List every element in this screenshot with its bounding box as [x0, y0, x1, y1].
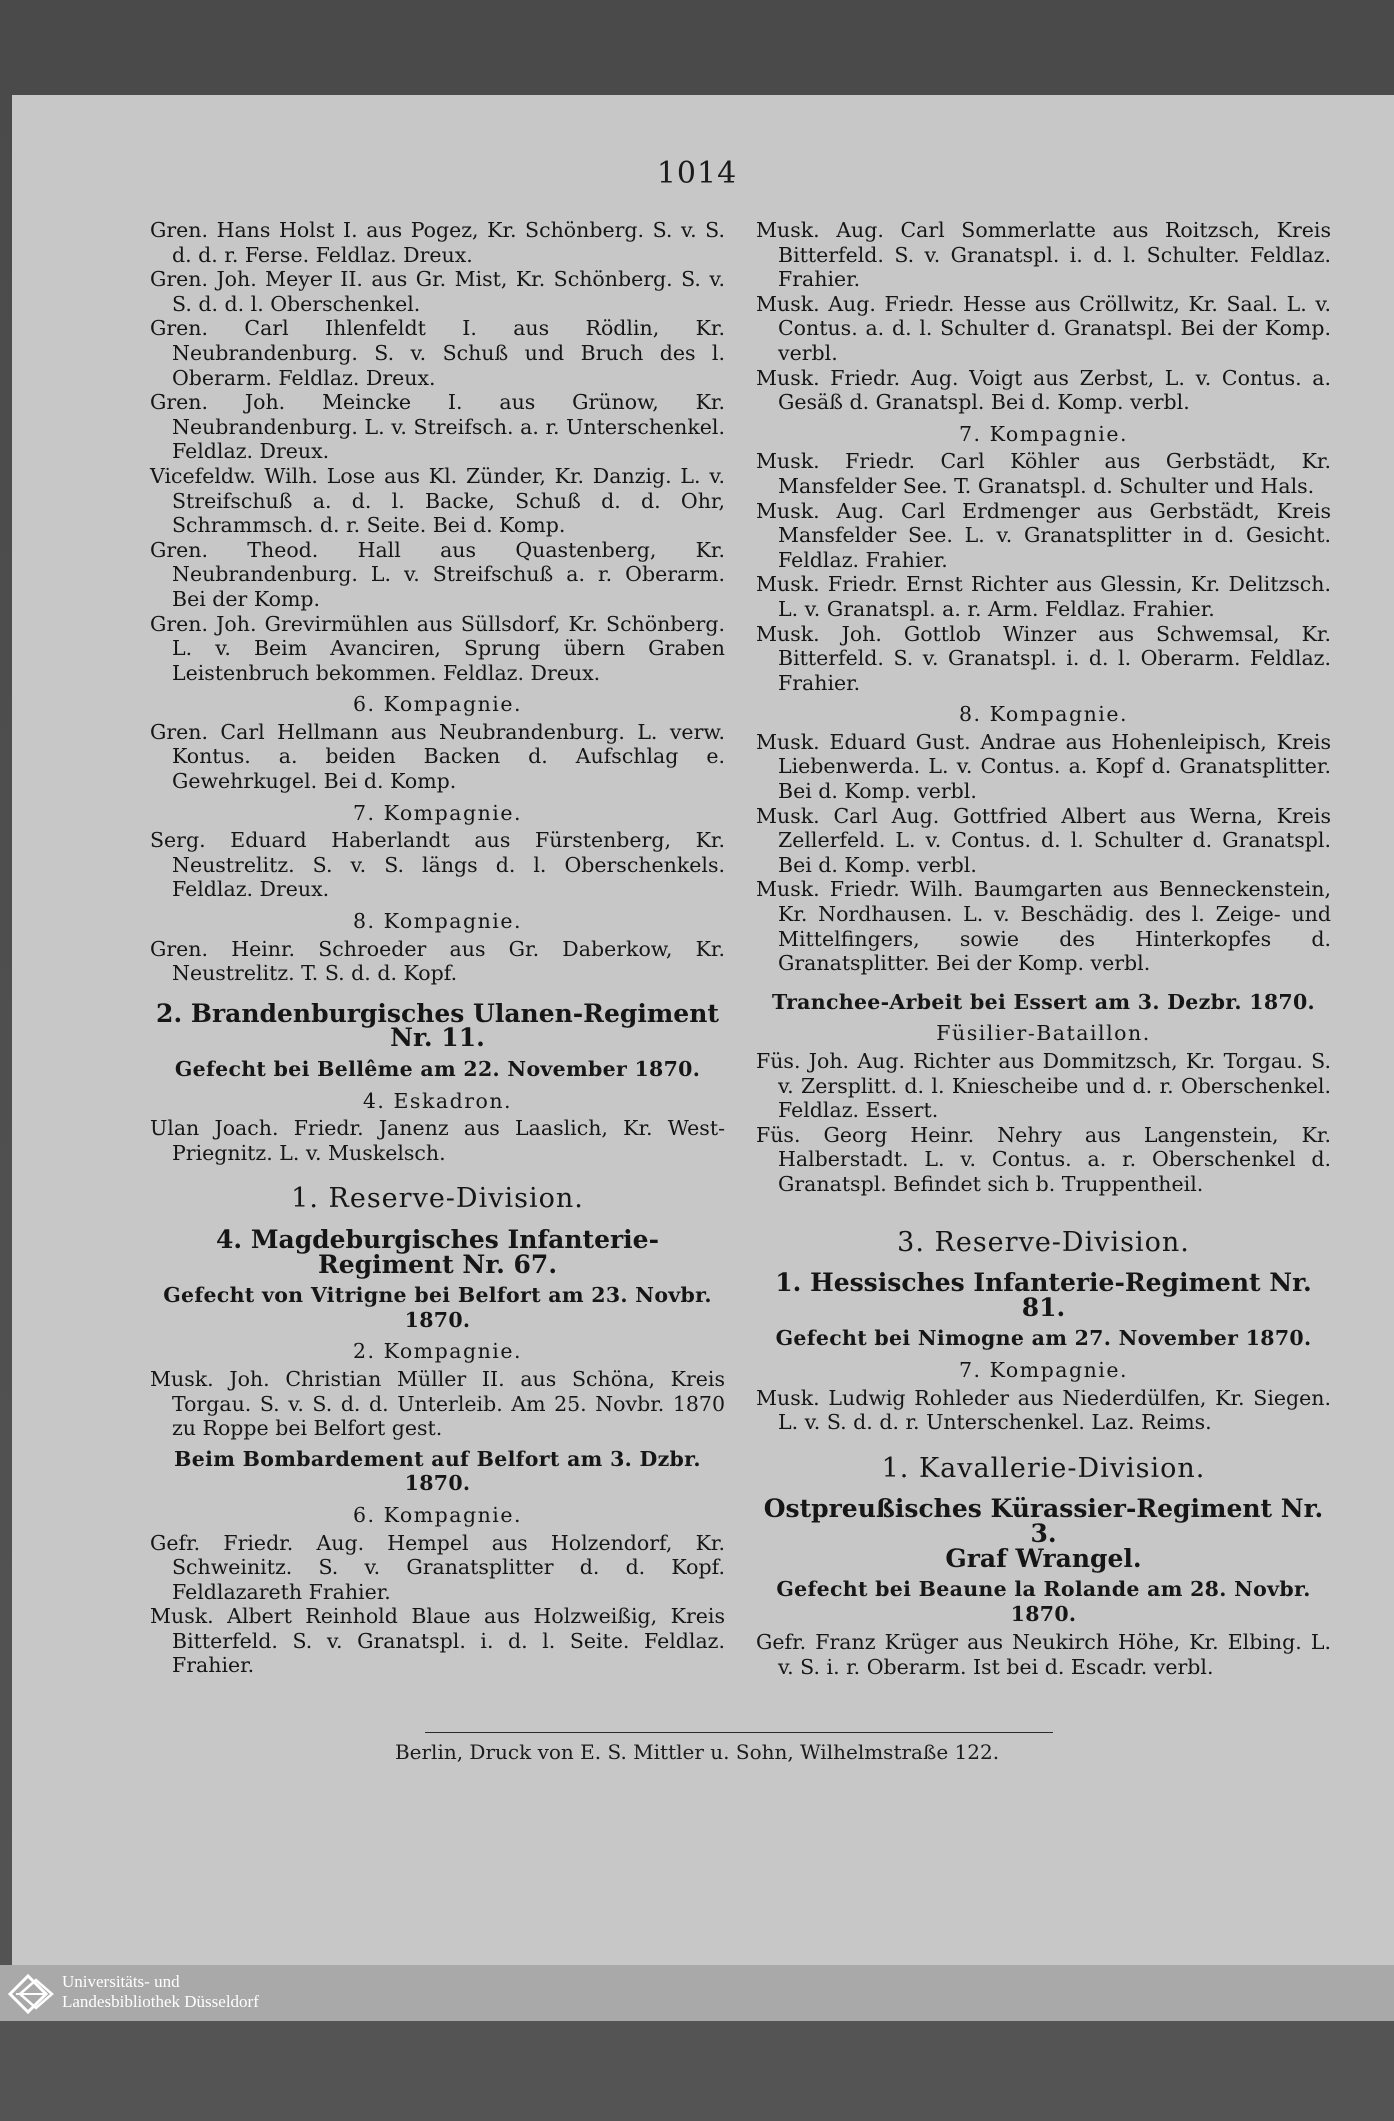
casualty-list — [756, 449, 1331, 695]
left-column — [150, 218, 725, 1678]
casualty-entry: Gren. Carl Ihlenfeldt I. aus Rödlin, Kr. Neubrandenburg. S. v. Schuß und Bruch des l. Oberarm. Feldlaz. Dreux. — [150, 316, 725, 390]
casualty-entry: Vicefeldw. Wilh. Lose aus Kl. Zünder, Kr. Danzig. L. v. Streifschuß a. d. l. Backe, Schuß d. d. Ohr, Schrammsch. d. r. Seite. Bei d. Komp. — [150, 463, 725, 538]
casualty-entry: Musk. Friedr. Ernst Richter aus Glessin, Kr. Delitzsch. L. v. Granatspl. a. r. Arm. Feldlaz. Frahier. — [756, 572, 1331, 621]
company-heading: 7. Kompagnie. — [959, 421, 1128, 446]
library-name — [62, 1972, 259, 2012]
battalion-heading: Füsilier-Bataillon. — [936, 1021, 1151, 1046]
squadron-heading: 4. Eskadron. — [362, 1088, 513, 1113]
regiment-heading: 4. Magdeburgisches Infanterie-Regiment Nr. 67. — [216, 1224, 659, 1279]
casualty-entry: Musk. Joh. Gottlob Winzer aus Schwemsal, Kr. Bitterfeld. S. v. Granatspl. i. d. l. Oberarm. Feldlaz. Frahier. — [756, 621, 1331, 695]
engagement-heading: Gefecht bei Nimogne am 27. November 1870. — [775, 1326, 1312, 1351]
casualty-list — [756, 1386, 1331, 1435]
engagement-heading: Gefecht bei Bellême am 22. November 1870. — [174, 1057, 701, 1081]
engagement-heading: Beim Bombardement auf Belfort am 3. Dzbr. 1870. — [174, 1446, 701, 1496]
casualty-list — [756, 218, 1331, 415]
company-heading: 7. Kompagnie. — [959, 1357, 1128, 1382]
casualty-entry: Füs. Joh. Aug. Richter aus Dommitzsch, Kr. Torgau. S. v. Zersplitt. d. l. Kniescheibe und d. r. Oberschenkel. Feldlaz. Essert. — [756, 1049, 1331, 1123]
regiment-heading: 2. Brandenburgisches Ulanen-Regiment Nr. 11. — [156, 998, 719, 1053]
casualty-list — [150, 218, 725, 685]
library-name-line1: Universitäts- und — [62, 1972, 180, 1991]
casualty-entry: Musk. Aug. Friedr. Hesse aus Cröllwitz, Kr. Saal. L. v. Contus. a. d. l. Schulter d. Granatspl. Bei der Komp. verbl. — [756, 291, 1331, 365]
company-heading: 2. Kompagnie. — [353, 1339, 522, 1364]
casualty-list — [150, 1116, 725, 1165]
casualty-entry: Gren. Joh. Meincke I. aus Grünow, Kr. Neubrandenburg. L. v. Streifsch. a. r. Unterschenkel. Feldlaz. Dreux. — [150, 390, 725, 464]
casualty-entry: Gren. Heinr. Schroeder aus Gr. Daberkow, Kr. Neustrelitz. T. S. d. d. Kopf. — [150, 936, 725, 986]
casualty-entry: Gren. Hans Holst I. aus Pogez, Kr. Schönberg. S. v. S. d. d. r. Ferse. Feldlaz. Dreux. — [150, 218, 725, 267]
division-heading: 3. Reserve-Division. — [897, 1226, 1190, 1258]
company-heading: 7. Kompagnie. — [353, 800, 522, 825]
casualty-entry: Gren. Carl Hellmann aus Neubrandenburg. L. verw. Kontus. a. beiden Backen d. Aufschlag e. Gewehrkugel. Bei d. Komp. — [150, 719, 725, 794]
casualty-entry: Gren. Joh. Meyer II. aus Gr. Mist, Kr. Schönberg. S. v. S. d. d. l. Oberschenkel. — [150, 267, 725, 316]
right-column — [756, 218, 1331, 1679]
casualty-list — [756, 1630, 1331, 1679]
engagement-heading: Gefecht von Vitrigne bei Belfort am 23. Novbr. 1870. — [163, 1283, 712, 1332]
casualty-list — [150, 1531, 725, 1679]
casualty-entry: Musk. Friedr. Carl Köhler aus Gerbstädt, Kr. Mansfelder See. T. Granatspl. d. Schulter und Hals. — [756, 449, 1331, 498]
casualty-entry: Gren. Joh. Grevirmühlen aus Süllsdorf, Kr. Schönberg. L. v. Beim Avanciren, Sprung übern Graben Leistenbruch bekommen. Feldlaz. Dreux. — [150, 611, 725, 685]
company-heading: 6. Kompagnie. — [353, 1502, 522, 1527]
casualty-list — [756, 730, 1331, 976]
casualty-list — [150, 828, 725, 902]
casualty-list — [150, 937, 725, 986]
casualty-entry: Musk. Aug. Carl Sommerlatte aus Roitzsch, Kreis Bitterfeld. S. v. Granatspl. i. d. l. Schulter. Feldlaz. Frahier. — [756, 218, 1331, 292]
printer-imprint: Berlin, Druck von E. S. Mittler u. Sohn, Wilhelmstraße 122. — [394, 1740, 1000, 1764]
casualty-entry: Musk. Friedr. Wilh. Baumgarten aus Benneckenstein, Kr. Nordhausen. L. v. Beschädig. des l. Zeige- und Mittelfingers, sowie des Hinterkopfes d. Granatsplitter. Bei der Komp. verbl. — [756, 877, 1331, 976]
casualty-entry: Gren. Theod. Hall aus Quastenberg, Kr. Neubrandenburg. L. v. Streifschuß a. r. Oberarm. Bei der Komp. — [150, 537, 725, 611]
casualty-entry: Musk. Aug. Carl Erdmenger aus Gerbstädt, Kreis Mansfelder See. L. v. Granatsplitter in d. Gesicht. Feldlaz. Frahier. — [756, 498, 1331, 572]
casualty-entry: Ulan Joach. Friedr. Janenz aus Laaslich, Kr. West-Priegnitz. L. v. Muskelsch. — [150, 1116, 725, 1165]
library-logo-icon — [6, 1972, 58, 2016]
footer-rule — [425, 1732, 1053, 1733]
casualty-entry: Gefr. Franz Krüger aus Neukirch Höhe, Kr. Elbing. L. v. S. i. r. Oberarm. Ist bei d. Escadr. verbl. — [756, 1630, 1331, 1679]
casualty-entry: Musk. Joh. Christian Müller II. aus Schöna, Kreis Torgau. S. v. S. d. d. Unterleib. Am 25. Novbr. 1870 zu Roppe bei Belfort gest. — [150, 1366, 725, 1441]
regiment-heading: Ostpreußisches Kürassier-Regiment Nr. 3. — [763, 1494, 1324, 1548]
casualty-entry: Musk. Friedr. Aug. Voigt aus Zerbst, L. v. Contus. a. Gesäß d. Granatspl. Bei d. Komp. verbl. — [756, 365, 1331, 415]
casualty-entry: Musk. Carl Aug. Gottfried Albert aus Werna, Kreis Zellerfeld. L. v. Contus. d. l. Schulter d. Granatspl. Bei d. Komp. verbl. — [756, 803, 1331, 877]
regiment-name: Graf Wrangel. — [945, 1543, 1142, 1573]
engagement-heading: Gefecht bei Beaune la Rolande am 28. Novbr. 1870. — [776, 1577, 1311, 1626]
company-heading: 8. Kompagnie. — [353, 909, 522, 934]
library-name-line2: Landesbibliothek Düsseldorf — [62, 1992, 259, 2011]
casualty-list — [756, 1049, 1331, 1197]
casualty-entry: Füs. Georg Heinr. Nehry aus Langenstein, Kr. Halberstadt. L. v. Contus. a. r. Oberschenkel d. Granatspl. Befindet sich b. Truppentheil. — [756, 1122, 1331, 1196]
casualty-list — [150, 1367, 725, 1441]
casualty-entry: Musk. Ludwig Rohleder aus Niederdülfen, Kr. Siegen. L. v. S. d. d. r. Unterschenkel. Laz. Reims. — [756, 1385, 1331, 1435]
casualty-entry: Serg. Eduard Haberlandt aus Fürstenberg, Kr. Neustrelitz. S. v. S. längs d. l. Oberschenkels. Feldlaz. Dreux. — [150, 828, 725, 902]
engagement-heading: Tranchee-Arbeit bei Essert am 3. Dezbr. 1870. — [772, 989, 1315, 1014]
casualty-entry: Musk. Albert Reinhold Blaue aus Holzweißig, Kreis Bitterfeld. S. v. Granatspl. i. d. l. Seite. Feldlaz. Frahier. — [150, 1604, 725, 1678]
company-heading: 6. Kompagnie. — [353, 692, 522, 717]
casualty-entry: Gefr. Friedr. Aug. Hempel aus Holzendorf, Kr. Schweinitz. S. v. Granatsplitter d. d. Kopf. Feldlazareth Frahier. — [150, 1530, 725, 1604]
regiment-heading: 1. Hessisches Infanterie-Regiment Nr. 81. — [775, 1268, 1312, 1322]
division-heading: 1. Kavallerie-Division. — [881, 1452, 1206, 1484]
page-number: 1014 — [656, 156, 738, 191]
casualty-entry: Musk. Eduard Gust. Andrae aus Hohenleipisch, Kreis Liebenwerda. L. v. Contus. a. Kopf d. Granatsplitter. Bei d. Komp. verbl. — [756, 729, 1331, 804]
casualty-list — [150, 720, 725, 794]
division-heading: 1. Reserve-Division. — [291, 1183, 584, 1215]
company-heading: 8. Kompagnie. — [959, 702, 1128, 727]
